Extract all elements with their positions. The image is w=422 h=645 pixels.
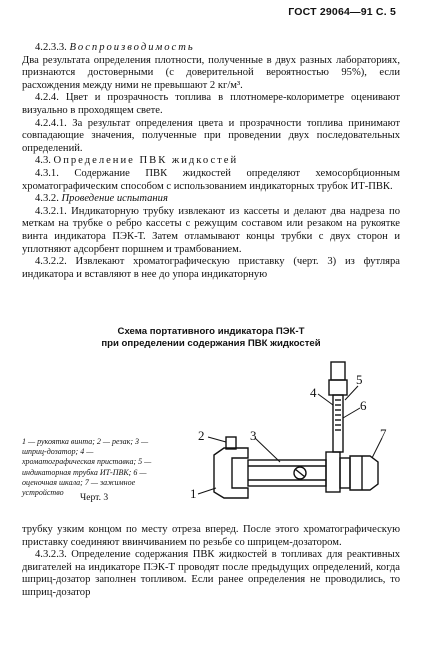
label-4: 4 xyxy=(310,385,317,400)
figure-labels xyxy=(190,372,387,501)
heading-number: 4.3.2. xyxy=(35,193,59,205)
label-7: 7 xyxy=(380,426,387,441)
paragraph-continuation: трубку узким концом по месту отреза вперед. После этого хроматографическую приставку соединяют ввинчиванием по резьбе со шприцем-дозатором. xyxy=(22,524,400,548)
syringe-body xyxy=(248,460,326,486)
text-block-bottom xyxy=(22,524,400,600)
leader-7 xyxy=(372,438,382,458)
paragraph-4-3-1: 4.3.1. Содержание ПВК жидкостей определяют хемосорбционным хроматографическим способом с использованием индикаторных трубок ИТ-ПВК. xyxy=(22,167,400,192)
tube-cap xyxy=(329,380,347,395)
heading-number: 4.3. xyxy=(35,155,51,167)
page-header: ГОСТ 29064—91 С. 5 xyxy=(288,6,396,18)
leader-2 xyxy=(208,437,226,442)
paragraph-4-3-2-1: 4.3.2.1. Индикаторную трубку извлекают из кассеты и делают два надреза по меткам на трубке о ребро кассеты с режущим составом или резаком на рукоятке винта индикатора ПЭК-Т. Затем отламывают концы трубки с двух сторон и уплотняют адсорбент поршнем и трамбованием. xyxy=(22,205,400,255)
label-3: 3 xyxy=(250,428,257,443)
leader-6 xyxy=(343,408,360,418)
paragraph-4-3-2-3: 4.3.2.3. Определение содержания ПВК жидкостей в топливах для реактивных двигателей на индикаторе ПЭК-Т проводят после предыдущих определений, когда шприц-дозатор заполнен топливом. Если ранее определения не проводились, то шприц-дозатор xyxy=(22,549,400,598)
screw-slot xyxy=(295,469,305,477)
heading-number: 4.2.3.3. xyxy=(35,42,67,53)
connector-block xyxy=(326,452,340,492)
paragraph-4-3-2-2: 4.3.2.2. Извлекают хроматографическую приставку (черт. 3) из футляра индикатора и вставляют в нее до упора индикаторную xyxy=(22,256,400,280)
clamp-shape xyxy=(350,456,378,490)
figure-caption: Черт. 3 xyxy=(80,492,109,503)
label-6: 6 xyxy=(360,398,367,413)
cutter xyxy=(226,437,236,449)
heading-title: Проведение испытания xyxy=(61,193,168,205)
heading-title: Воспроизводимость xyxy=(69,42,195,53)
diagram-drawing xyxy=(198,362,382,498)
leader-3 xyxy=(255,438,280,462)
paragraph-4-2-4: 4.2.4. Цвет и прозрачность топлива в плотномере-колориметре оценивают визуально в проходящем свете. xyxy=(22,92,400,116)
label-1: 1 xyxy=(190,486,197,501)
handle-shape xyxy=(214,448,248,498)
indicator-tube xyxy=(333,395,343,452)
figure-legend: 1 — рукоятка винта; 2 — резак; 3 — шприц-дозатор; 4 — хроматографическая приставка; 5 — индикаторная трубка ИТ-ПВК; 6 — оценочная шкала; 7 — зажимное устройство xyxy=(22,437,152,498)
heading-title: Определение ПВК жидкостей xyxy=(53,155,239,167)
paragraph-4-2-4-1: 4.2.4.1. За результат определения цвета и прозрачности топлива принимают совпадающие значения, полученные при проведении двух последовательных определений. xyxy=(22,117,400,154)
label-2: 2 xyxy=(198,428,205,443)
connector-inner xyxy=(340,458,350,488)
paragraph-reproducibility: Два результата определения плотности, полученные в двух разных лабораториях, признаются достоверными (с доверительной вероятностью 95%), если расхождения между ними не превышают 2 кг/м³. xyxy=(22,54,400,91)
label-5: 5 xyxy=(356,372,363,387)
tube-top xyxy=(331,362,345,380)
figure-title-line1: Схема портативного индикатора ПЭК-Т xyxy=(117,326,305,337)
figure-title-line2: при определении содержания ПВК жидкостей xyxy=(101,338,321,349)
